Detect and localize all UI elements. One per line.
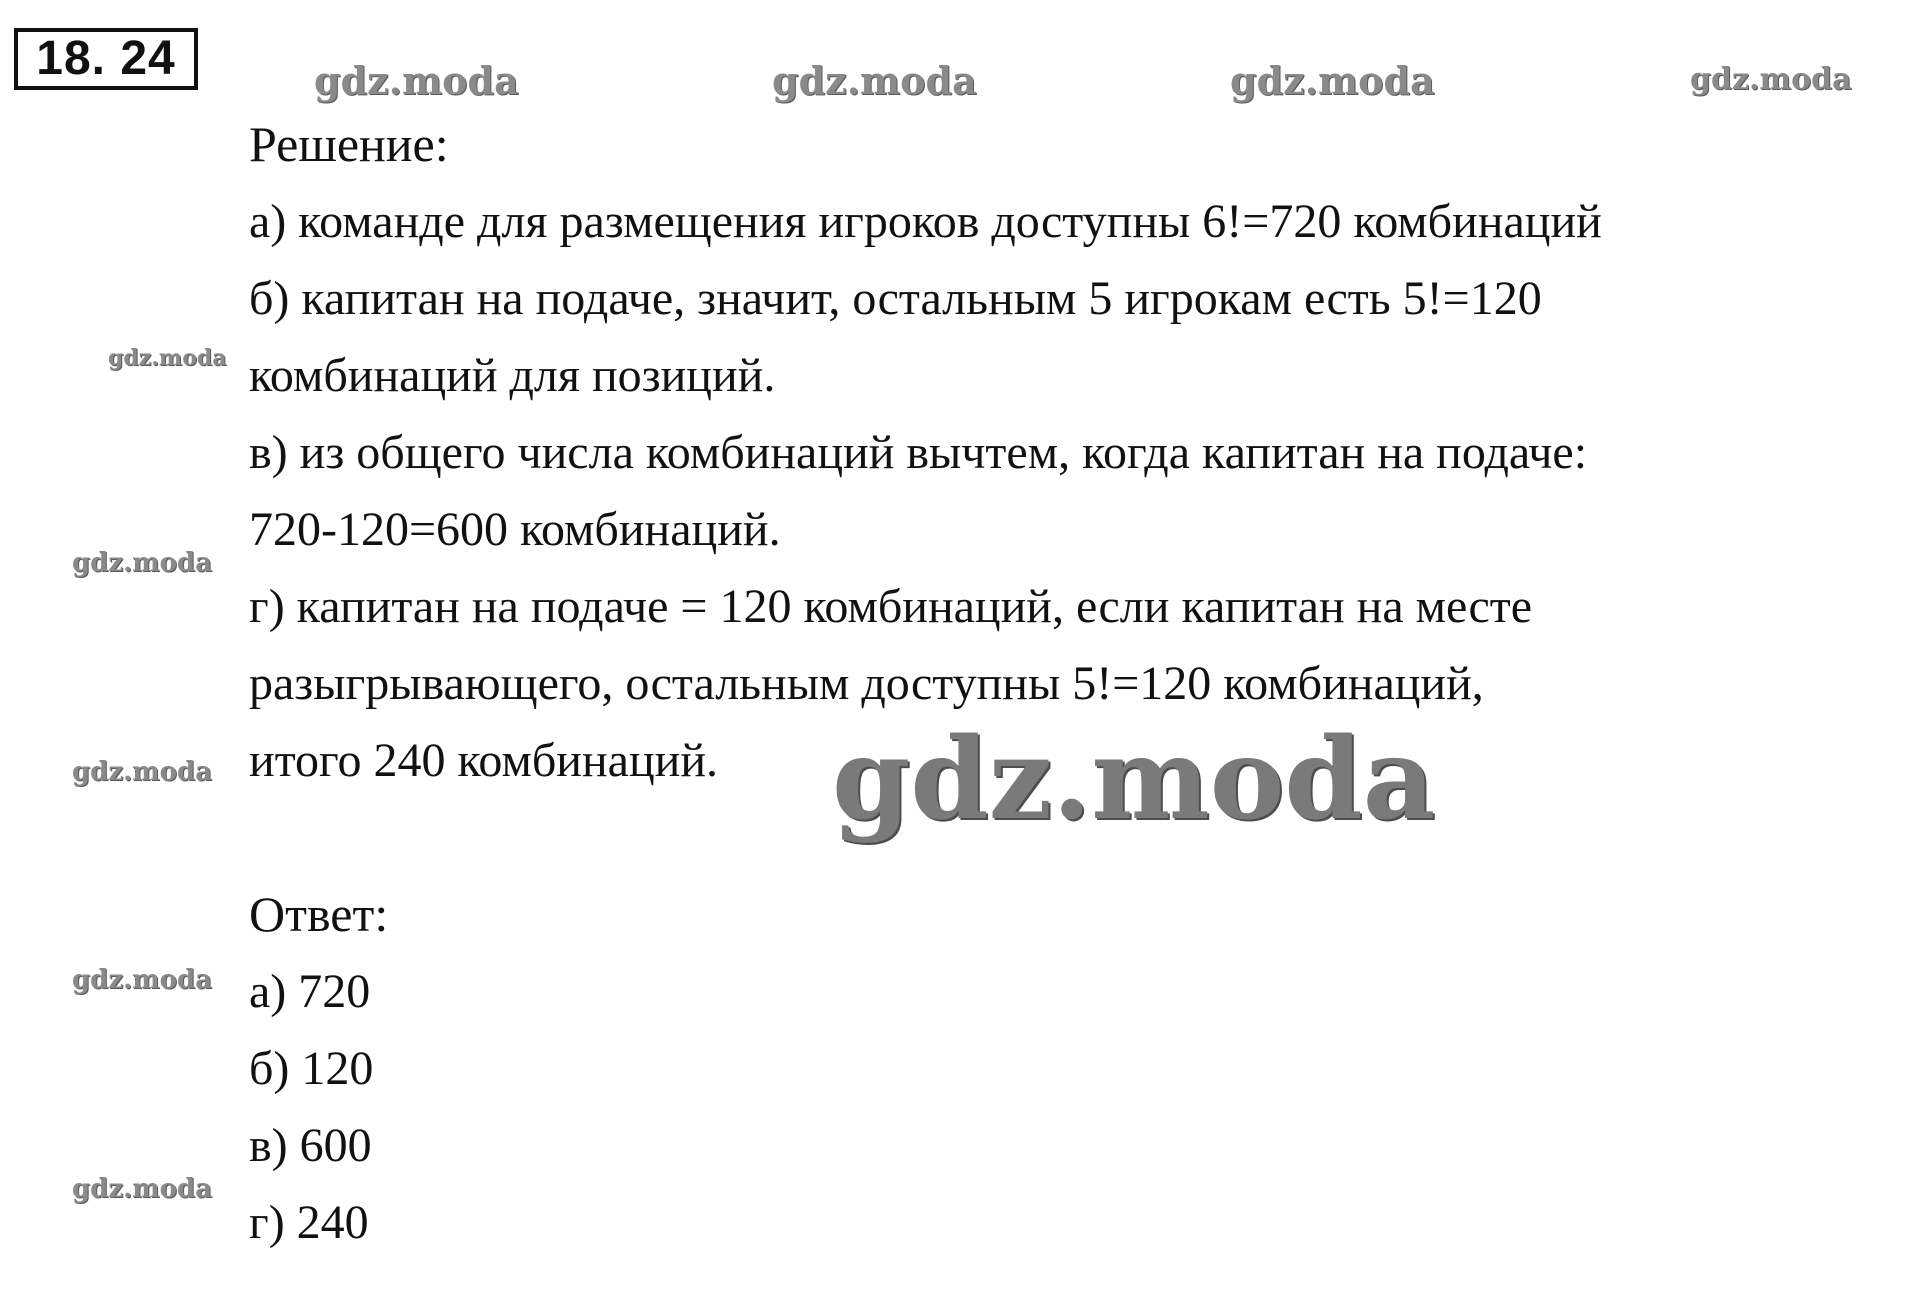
watermark: gdz.moda	[1230, 58, 1435, 103]
watermark: gdz.moda	[314, 58, 519, 103]
answer-item: в) 600	[249, 1119, 372, 1172]
watermark: gdz.moda	[1690, 62, 1852, 97]
watermark: gdz.moda	[72, 1174, 213, 1204]
solution-line: 720-120=600 комбинаций.	[249, 503, 781, 556]
watermark: gdz.moda	[72, 757, 213, 787]
solution-line: а) команде для размещения игроков доступны 6!=720 комбинаций	[249, 195, 1602, 248]
watermark-large: gdz.moda	[832, 714, 1436, 845]
watermark: gdz.moda	[108, 345, 227, 371]
answer-item: г) 240	[249, 1196, 369, 1249]
solution-line: итого 240 комбинаций.	[249, 734, 719, 787]
solution-line: комбинаций для позиций.	[249, 349, 776, 402]
watermark: gdz.moda	[72, 548, 213, 578]
solution-heading: Решение:	[249, 116, 449, 172]
answer-heading: Ответ:	[249, 886, 389, 942]
spacer	[249, 799, 1919, 876]
solution-line: б) капитан на подаче, значит, остальным 5 игрокам есть 5!=120	[249, 272, 1542, 325]
answer-item: б) 120	[249, 1042, 374, 1095]
answer-item: а) 720	[249, 965, 371, 1018]
watermark: gdz.moda	[72, 965, 213, 995]
problem-number: 18. 24	[14, 28, 198, 90]
solution-text	[249, 106, 1919, 1261]
watermark: gdz.moda	[772, 58, 977, 103]
solution-line: в) из общего числа комбинаций вычтем, когда капитан на подаче:	[249, 426, 1588, 479]
solution-line: г) капитан на подаче = 120 комбинаций, если капитан на месте	[249, 580, 1533, 633]
solution-line: разыгрывающего, остальным доступны 5!=120 комбинаций,	[249, 657, 1484, 710]
